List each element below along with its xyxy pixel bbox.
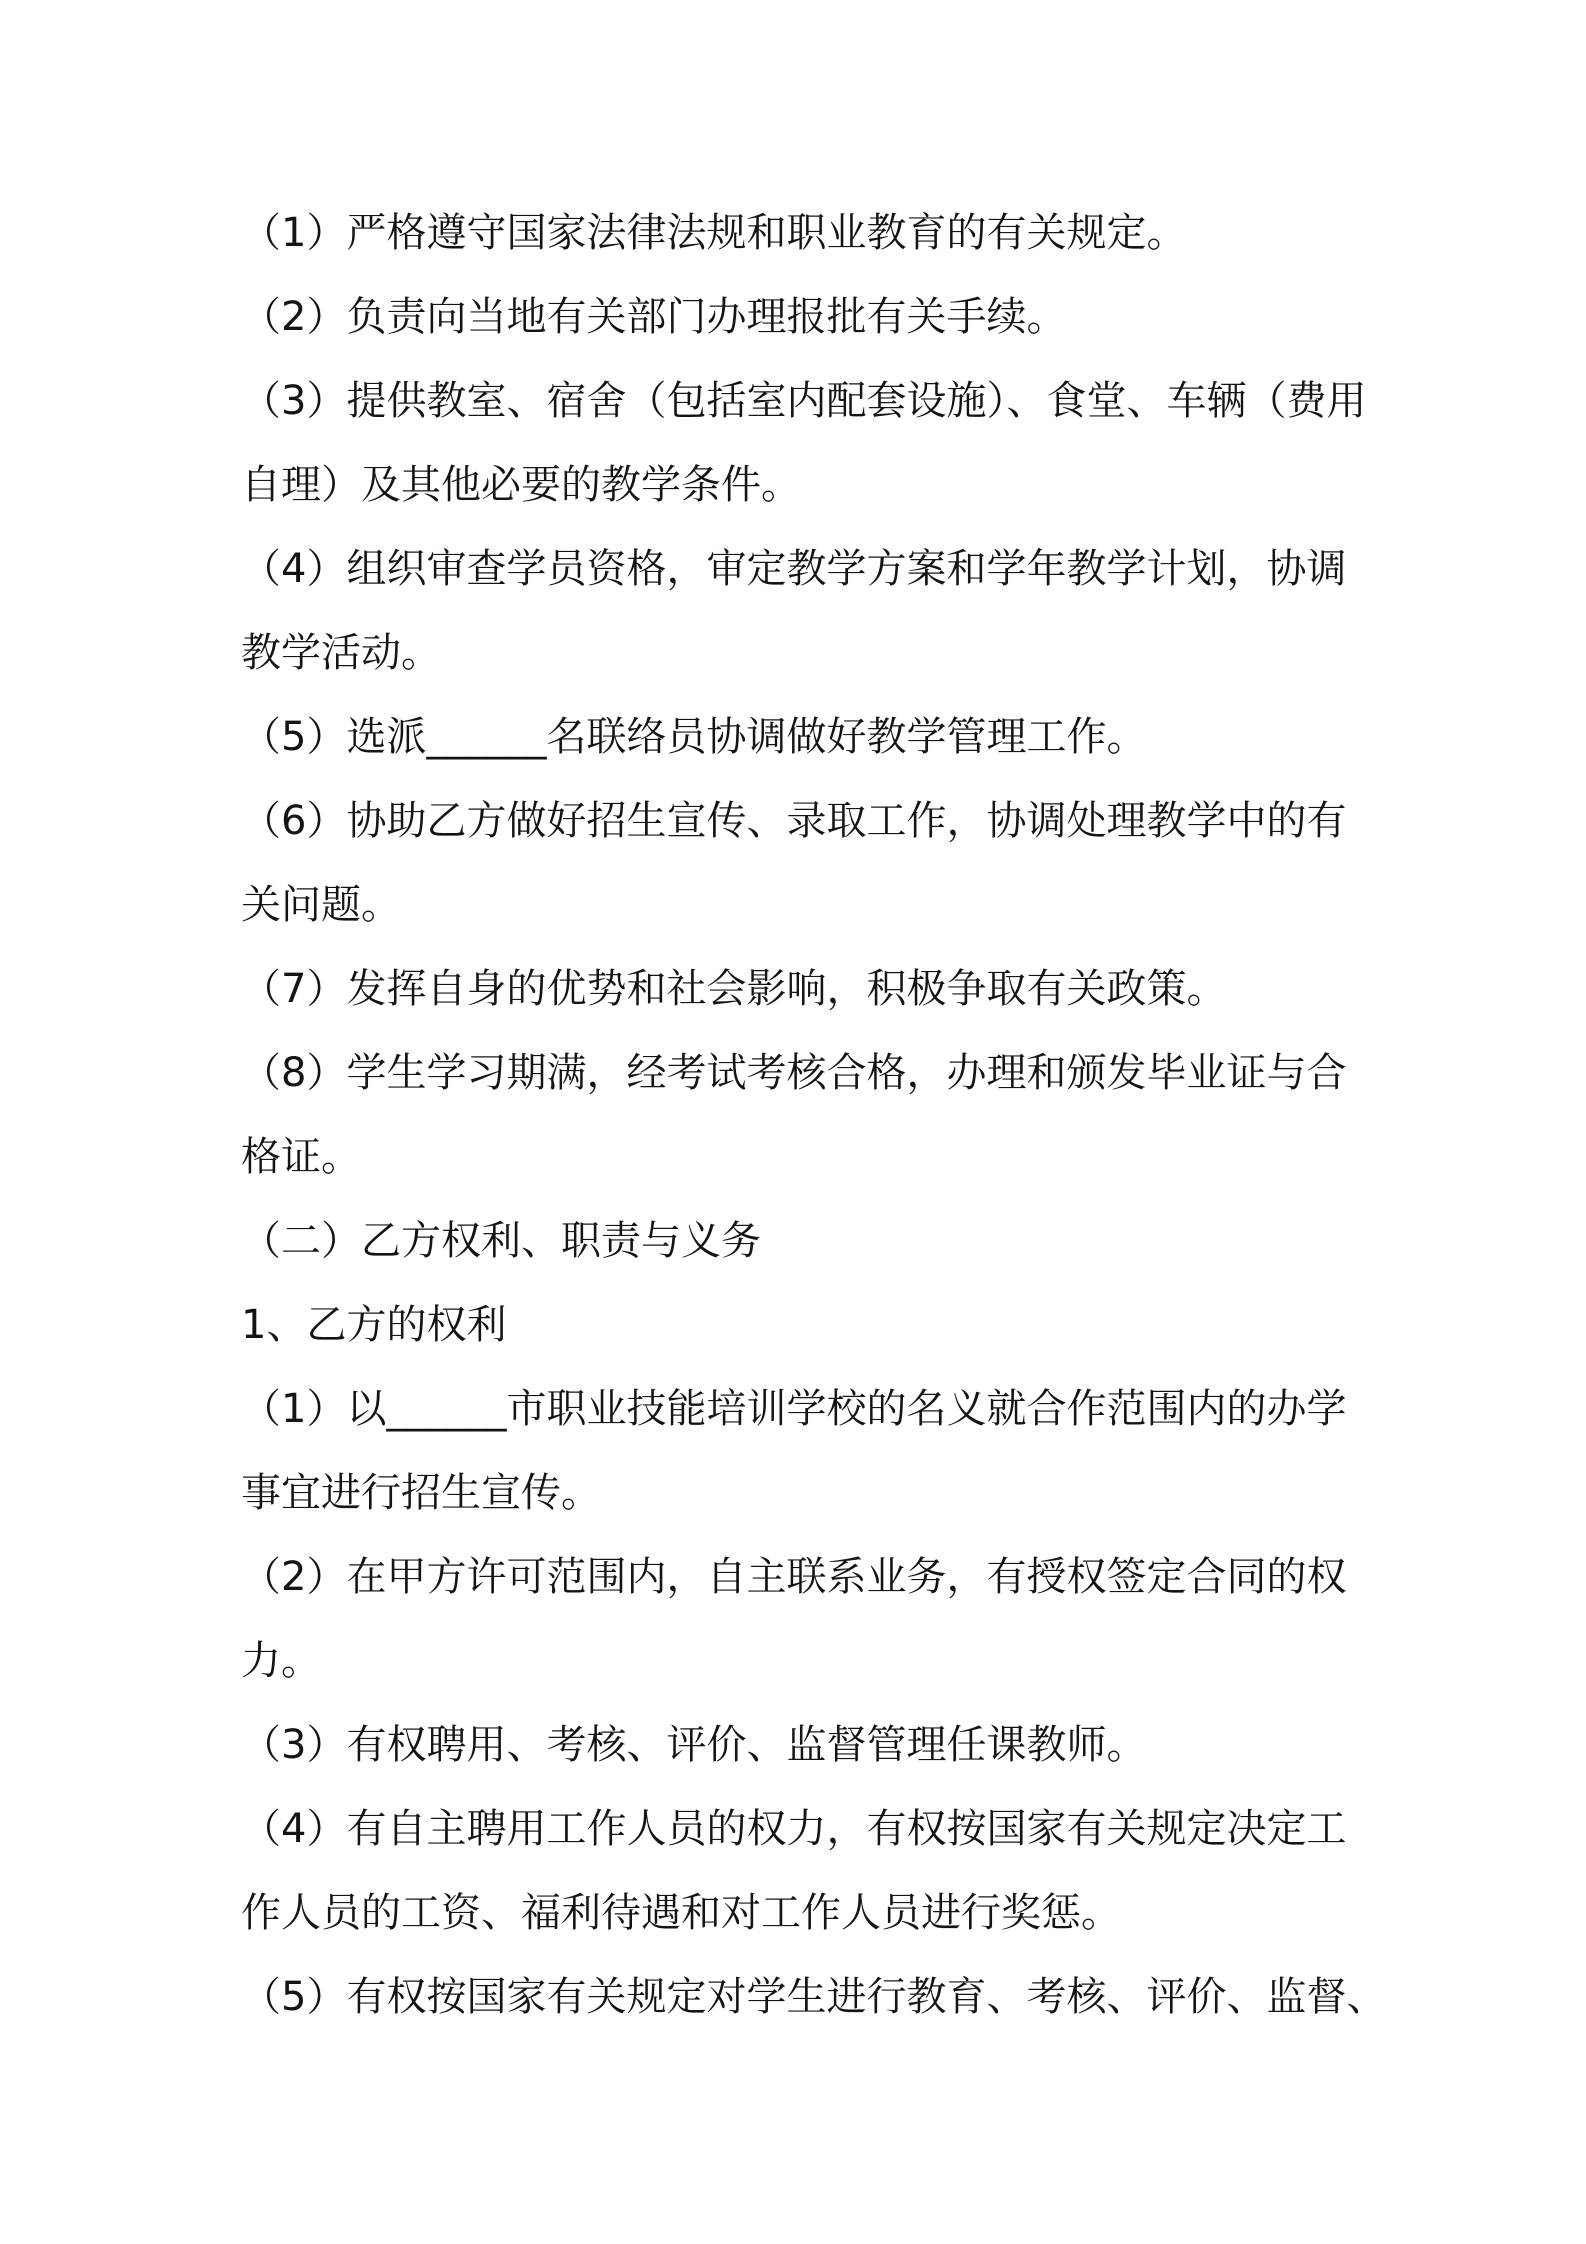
heading-text: 1、乙方的权利 [241, 1302, 507, 1348]
text-line: （1）以______市职业技能培训学校的名义就合作范围内的办学 [241, 1386, 1347, 1432]
text-line: 事宜进行招生宣传。 [241, 1470, 601, 1516]
text-line: （2）负责向当地有关部门办理报批有关手续。 [241, 294, 1067, 340]
paragraph-right-1 [241, 1367, 1371, 1535]
paragraph-1 [241, 191, 1371, 275]
text-line: 关问题。 [241, 882, 401, 928]
text-line: （5）有权按国家有关规定对学生进行教育、考核、评价、监督、 [241, 1974, 1387, 2020]
paragraph-5 [241, 695, 1371, 779]
text-line: （8）学生学习期满，经考试考核合格，办理和颁发毕业证与合 [241, 1050, 1347, 1096]
paragraph-right-4 [241, 1787, 1371, 1955]
text-line: （7）发挥自身的优势和社会影响，积极争取有关政策。 [241, 966, 1227, 1012]
paragraph-8 [241, 1031, 1371, 1199]
heading-text: （二）乙方权利、职责与义务 [241, 1218, 761, 1264]
text-line: 力。 [241, 1638, 321, 1684]
text-line: （5）选派______名联络员协调做好教学管理工作。 [241, 714, 1147, 760]
text-line: （2）在甲方许可范围内，自主联系业务，有授权签定合同的权 [241, 1554, 1347, 1600]
paragraph-3 [241, 359, 1371, 527]
text-line: （1）严格遵守国家法律法规和职业教育的有关规定。 [241, 210, 1187, 256]
text-line: （4）组织审查学员资格，审定教学方案和学年教学计划，协调 [241, 546, 1347, 592]
subsection-heading [241, 1283, 1371, 1367]
paragraph-2 [241, 275, 1371, 359]
text-line: 教学活动。 [241, 630, 441, 676]
paragraph-right-2 [241, 1535, 1371, 1703]
text-line: （4）有自主聘用工作人员的权力，有权按国家有关规定决定工 [241, 1806, 1347, 1852]
paragraph-right-3 [241, 1703, 1371, 1787]
text-line: 自理）及其他必要的教学条件。 [241, 462, 801, 508]
text-line: 作人员的工资、福利待遇和对工作人员进行奖惩。 [241, 1890, 1121, 1936]
paragraph-7 [241, 947, 1371, 1031]
paragraph-6 [241, 779, 1371, 947]
text-line: （3）提供教室、宿舍（包括室内配套设施）、食堂、车辆（费用 [241, 378, 1367, 424]
paragraph-4 [241, 527, 1371, 695]
document-body [241, 191, 1387, 2039]
text-line: （6）协助乙方做好招生宣传、录取工作，协调处理教学中的有 [241, 798, 1347, 844]
text-line: （3）有权聘用、考核、评价、监督管理任课教师。 [241, 1722, 1147, 1768]
paragraph-right-5 [241, 1955, 1387, 2039]
text-line: 格证。 [241, 1134, 361, 1180]
section-heading [241, 1199, 1371, 1283]
